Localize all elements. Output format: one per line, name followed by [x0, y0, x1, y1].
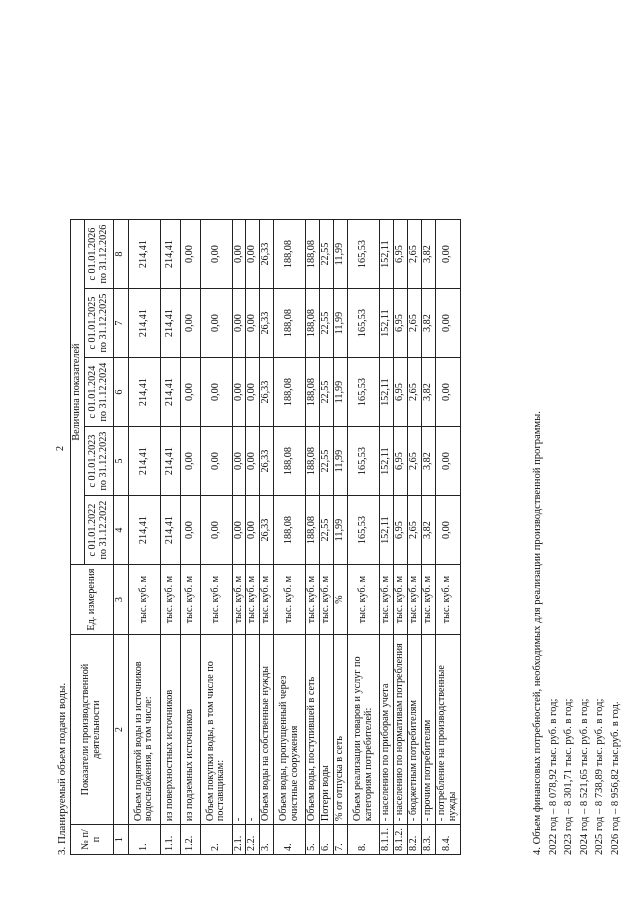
row-number: 1.2.	[180, 825, 200, 855]
row-number: 8.2.	[408, 825, 422, 855]
row-number: 5.	[306, 825, 320, 855]
row-value: 26,33	[260, 427, 274, 496]
row-value: 214,41	[160, 289, 180, 358]
table-row	[408, 220, 422, 855]
header-period: с 01.01.2024 по 31.12.2024	[84, 358, 113, 427]
row-indicator: - прочим потребителям	[422, 635, 436, 825]
page-number: 2	[55, 446, 66, 451]
row-value: 0,00	[232, 358, 246, 427]
row-value: 0,00	[200, 358, 232, 427]
row-value: 152,11	[380, 220, 394, 289]
row-value: 165,53	[348, 289, 380, 358]
row-number: 8.4.	[436, 825, 460, 855]
row-value: 188,08	[274, 496, 306, 565]
row-value: 188,08	[306, 289, 320, 358]
table-row	[246, 220, 260, 855]
row-value: 0,00	[246, 220, 260, 289]
row-indicator: Объем поднятой воды из источников водоснабжения, в том числе:	[128, 635, 160, 825]
row-indicator: % от отпуска в сеть	[334, 635, 348, 825]
row-value: 6,95	[394, 220, 408, 289]
financial-needs-line: 2023 год – 8 301,71 тыс. руб. в год;	[563, 698, 575, 855]
header-period: с 01.01.2026 по 31.12.2026	[84, 220, 113, 289]
table-row	[160, 220, 180, 855]
row-value: 0,00	[436, 496, 460, 565]
row-number: 4.	[274, 825, 306, 855]
financial-needs-section	[530, 411, 624, 855]
table-row	[380, 220, 394, 855]
row-unit: тыс. куб. м	[422, 565, 436, 635]
row-indicator: - населению по нормативам потребления	[394, 635, 408, 825]
row-value: 0,00	[180, 358, 200, 427]
row-number: 7.	[334, 825, 348, 855]
table-row	[306, 220, 320, 855]
row-unit: тыс. куб. м	[436, 565, 460, 635]
row-indicator: Объем воды, пропущенный через очистные сооружения	[274, 635, 306, 825]
row-value: 2,65	[408, 427, 422, 496]
row-value: 22,55	[320, 496, 334, 565]
row-value: 165,53	[348, 427, 380, 496]
header-period: с 01.01.2025 по 31.12.2025	[84, 289, 113, 358]
row-value: 22,55	[320, 289, 334, 358]
column-number: 2	[113, 635, 128, 825]
row-unit: тыс. куб. м	[306, 565, 320, 635]
row-unit: тыс. куб. м	[246, 565, 260, 635]
row-value: 0,00	[436, 220, 460, 289]
row-indicator: -	[232, 635, 246, 825]
row-value: 0,00	[180, 289, 200, 358]
row-value: 3,82	[422, 496, 436, 565]
row-value: 26,33	[260, 220, 274, 289]
column-number: 1	[113, 825, 128, 855]
row-value: 6,95	[394, 289, 408, 358]
row-unit: тыс. куб. м	[274, 565, 306, 635]
row-value: 0,00	[232, 220, 246, 289]
row-value: 11,99	[334, 496, 348, 565]
row-value: 6,95	[394, 496, 408, 565]
table-row	[334, 220, 348, 855]
row-value: 6,95	[394, 427, 408, 496]
header-unit: Ед. измерения	[71, 565, 114, 635]
row-value: 188,08	[306, 496, 320, 565]
column-number: 5	[113, 427, 128, 496]
table-row	[274, 220, 306, 855]
row-value: 0,00	[200, 427, 232, 496]
row-unit: тыс. куб. м	[260, 565, 274, 635]
row-number: 6.	[320, 825, 334, 855]
row-number: 8.1.2.	[394, 825, 408, 855]
row-number: 2.2.	[246, 825, 260, 855]
row-value: 11,99	[334, 220, 348, 289]
row-number: 2.1.	[232, 825, 246, 855]
header-num: № п/п	[71, 825, 114, 855]
row-unit: тыс. куб. м	[232, 565, 246, 635]
row-unit: %	[334, 565, 348, 635]
row-unit: тыс. куб. м	[200, 565, 232, 635]
row-indicator: Объем воды на собственные нужды	[260, 635, 274, 825]
row-value: 165,53	[348, 358, 380, 427]
row-indicator: Объем воды, поступившей в сеть	[306, 635, 320, 825]
row-unit: тыс. куб. м	[348, 565, 380, 635]
row-value: 188,08	[306, 427, 320, 496]
row-value: 2,65	[408, 289, 422, 358]
row-number: 3.	[260, 825, 274, 855]
column-number: 7	[113, 289, 128, 358]
table-row	[436, 220, 460, 855]
row-value: 22,55	[320, 427, 334, 496]
row-value: 188,08	[274, 289, 306, 358]
row-value: 152,11	[380, 427, 394, 496]
row-value: 214,41	[160, 427, 180, 496]
financial-needs-line: 2024 год – 8 521,65 тыс. руб. в год;	[578, 698, 590, 855]
row-value: 0,00	[200, 289, 232, 358]
row-value: 0,00	[246, 496, 260, 565]
row-value: 152,11	[380, 289, 394, 358]
row-value: 0,00	[246, 427, 260, 496]
row-value: 0,00	[246, 289, 260, 358]
financial-needs-line: 2025 год – 8 738,89 тыс. руб. в год;	[594, 698, 606, 855]
row-value: 0,00	[180, 496, 200, 565]
table-row	[232, 220, 246, 855]
row-unit: тыс. куб. м	[380, 565, 394, 635]
row-indicator: Потери воды	[320, 635, 334, 825]
row-value: 214,41	[128, 496, 160, 565]
row-value: 0,00	[436, 289, 460, 358]
table-row	[320, 220, 334, 855]
row-value: 165,53	[348, 496, 380, 565]
row-unit: тыс. куб. м	[180, 565, 200, 635]
column-number: 4	[113, 496, 128, 565]
column-number: 6	[113, 358, 128, 427]
row-unit: тыс. куб. м	[160, 565, 180, 635]
water-supply-table	[70, 219, 461, 855]
row-value: 0,00	[200, 496, 232, 565]
section-heading: 3. Планируемый объем подачи воды.	[56, 682, 68, 855]
row-value: 2,65	[408, 496, 422, 565]
row-indicator: - потребление на производственные нужды	[436, 635, 460, 825]
row-value: 165,53	[348, 220, 380, 289]
row-value: 0,00	[246, 358, 260, 427]
header-period: с 01.01.2022 по 31.12.2022	[84, 496, 113, 565]
row-value: 3,82	[422, 427, 436, 496]
row-value: 22,55	[320, 358, 334, 427]
row-value: 188,08	[274, 358, 306, 427]
row-value: 214,41	[160, 220, 180, 289]
header-indicator: Показатели производственной деятельности	[71, 635, 114, 825]
table-row	[180, 220, 200, 855]
table-row	[128, 220, 160, 855]
row-indicator: - бюджетным потребителям	[408, 635, 422, 825]
row-value: 214,41	[128, 289, 160, 358]
row-value: 214,41	[160, 358, 180, 427]
row-value: 188,08	[274, 427, 306, 496]
row-indicator: Объем реализации товаров и услуг по категориям потребителей:	[348, 635, 380, 825]
column-number: 8	[113, 220, 128, 289]
row-indicator: - населению по приборам учета	[380, 635, 394, 825]
row-value: 11,99	[334, 358, 348, 427]
row-value: 214,41	[128, 220, 160, 289]
row-value: 6,95	[394, 358, 408, 427]
financial-needs-line: 2022 год – 8 078,92 тыс. руб. в год;	[547, 698, 559, 855]
table-row	[200, 220, 232, 855]
financial-needs-line: 2026 год – 8 956,82 тыс.руб. в год.	[609, 701, 621, 855]
row-value: 11,99	[334, 289, 348, 358]
row-indicator: -	[246, 635, 260, 825]
row-value: 26,33	[260, 496, 274, 565]
row-unit: тыс. куб. м	[394, 565, 408, 635]
row-value: 2,65	[408, 358, 422, 427]
table-row	[260, 220, 274, 855]
row-value: 3,82	[422, 289, 436, 358]
row-value: 26,33	[260, 289, 274, 358]
row-value: 22,55	[320, 220, 334, 289]
row-value: 2,65	[408, 220, 422, 289]
table-row	[422, 220, 436, 855]
rotated-document-content	[56, 65, 636, 855]
row-value: 0,00	[232, 496, 246, 565]
row-value: 0,00	[436, 358, 460, 427]
row-indicator: Объем покупки воды, в том числе по поставщикам:	[200, 635, 232, 825]
row-value: 188,08	[306, 220, 320, 289]
row-number: 8.1.1.	[380, 825, 394, 855]
row-number: 8.	[348, 825, 380, 855]
table-row	[394, 220, 408, 855]
row-value: 152,11	[380, 358, 394, 427]
row-number: 1.	[128, 825, 160, 855]
financial-needs-heading: 4. Объем финансовых потребностей, необходимых для реализации производственной программы.	[532, 411, 543, 855]
header-period: с 01.01.2023 по 31.12.2023	[84, 427, 113, 496]
row-unit: тыс. куб. м	[128, 565, 160, 635]
row-value: 214,41	[128, 427, 160, 496]
row-value: 3,82	[422, 358, 436, 427]
row-value: 188,08	[306, 358, 320, 427]
row-value: 0,00	[200, 220, 232, 289]
row-value: 26,33	[260, 358, 274, 427]
row-number: 8.3.	[422, 825, 436, 855]
table-row	[348, 220, 380, 855]
row-indicator: из подземных источников	[180, 635, 200, 825]
row-unit: тыс. куб. м	[408, 565, 422, 635]
row-value: 152,11	[380, 496, 394, 565]
row-indicator: из поверхностных источников	[160, 635, 180, 825]
row-value: 214,41	[128, 358, 160, 427]
row-value: 11,99	[334, 427, 348, 496]
row-number: 1.1.	[160, 825, 180, 855]
header-values-group: Величина показателей	[71, 220, 85, 565]
row-value: 0,00	[180, 427, 200, 496]
row-value: 0,00	[180, 220, 200, 289]
row-value: 188,08	[274, 220, 306, 289]
row-value: 0,00	[232, 289, 246, 358]
row-unit: тыс. куб. м	[320, 565, 334, 635]
row-value: 214,41	[160, 496, 180, 565]
column-number: 3	[113, 565, 128, 635]
row-value: 0,00	[436, 427, 460, 496]
row-value: 3,82	[422, 220, 436, 289]
row-value: 0,00	[232, 427, 246, 496]
row-number: 2.	[200, 825, 232, 855]
